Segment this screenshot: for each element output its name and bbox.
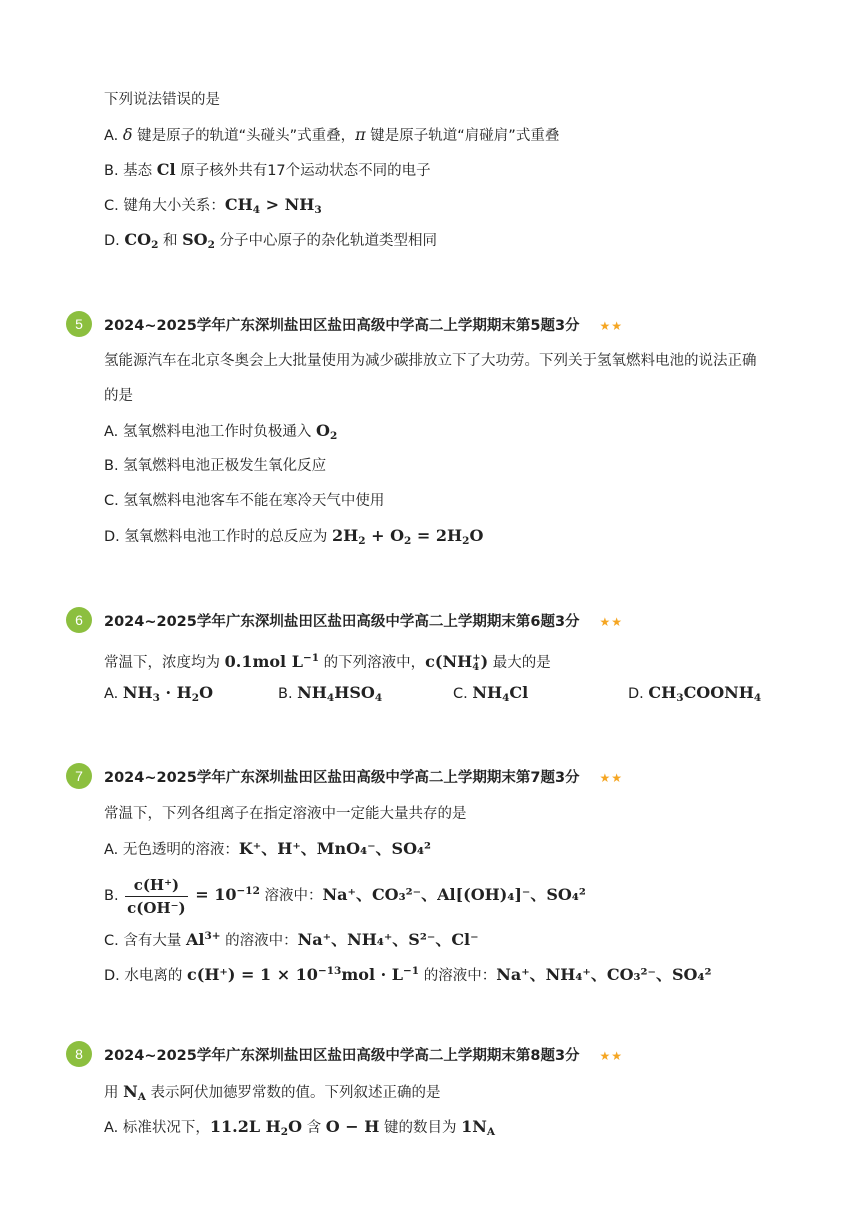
q5-option-d[interactable]: D. 氢氧燃料电池工作时的总反应为 $2H_2 + O_2 = 2H_2O$ bbox=[104, 526, 484, 547]
q4-option-c[interactable]: C. 键角大小关系：$CH_4 > NH_3$ bbox=[104, 195, 322, 216]
q7-header bbox=[104, 768, 623, 788]
option-label: B. bbox=[104, 163, 119, 179]
difficulty-stars: ★★ bbox=[599, 1049, 624, 1063]
q5-stem-line1: 氢能源汽车在北京冬奥会上大批量使用为减少碳排放立下了大功劳。下列关于氢氧燃料电池的说法正确 bbox=[104, 353, 757, 369]
q5-option-b[interactable]: B. 氢氧燃料电池正极发生氧化反应 bbox=[104, 458, 327, 474]
option-label: D. bbox=[104, 233, 120, 249]
option-label: B. bbox=[104, 458, 119, 474]
q6-option-c[interactable]: C. $NH_4Cl$ bbox=[453, 683, 529, 704]
ion-list: Na⁺、NH₄⁺、CO₃²⁻、SO₄² bbox=[496, 965, 712, 984]
q4-stem: 下列说法错误的是 bbox=[104, 92, 220, 108]
option-label: A. bbox=[104, 128, 119, 144]
q5-option-c[interactable]: C. 氢氧燃料电池客车不能在寒冷天气中使用 bbox=[104, 493, 385, 509]
option-label: C. bbox=[104, 933, 119, 949]
q5-stem-line2: 的是 bbox=[104, 388, 133, 404]
avogadro-symbol: $N_A$ bbox=[123, 1082, 146, 1103]
question-source: 2024~2025学年广东深圳盐田区盐田高级中学高二上学期期末第8题3分 bbox=[104, 1048, 580, 1064]
delta-symbol: δ bbox=[122, 125, 133, 144]
option-label: B. bbox=[278, 686, 293, 702]
formula-al3: $Al^{3+}$ bbox=[185, 930, 221, 949]
difficulty-stars: ★★ bbox=[599, 771, 624, 785]
q5-option-a[interactable]: A. 氢氧燃料电池工作时负极通入 $O_2$ bbox=[104, 421, 338, 442]
formula-cl: Cl bbox=[156, 160, 176, 179]
option-label: A. bbox=[104, 424, 119, 440]
question-number-badge: 8 bbox=[66, 1041, 92, 1067]
option-label: A. bbox=[104, 686, 119, 702]
ion-list: Na⁺、NH₄⁺、S²⁻、Cl⁻ bbox=[297, 930, 479, 949]
q6-option-b[interactable]: B. $NH_4HSO_4$ bbox=[278, 683, 383, 704]
option-label: C. bbox=[104, 198, 119, 214]
reaction-equation: $2H_2 + O_2 = 2H_2O$ bbox=[332, 526, 484, 547]
q6-header bbox=[104, 612, 623, 632]
q6-option-d[interactable]: D. $CH_3COONH_4$ bbox=[628, 683, 762, 704]
concentration: $c(H^+) = 1 \times 10^{-13}mol \cdot L^{-1}$ bbox=[187, 965, 420, 984]
formula-o2: $O_2$ bbox=[316, 421, 338, 442]
option-label: A. bbox=[104, 1120, 119, 1136]
q4-option-d[interactable]: D. $CO_2$ 和 $SO_2$ 分子中心原子的杂化轨道类型相同 bbox=[104, 230, 438, 251]
q8-header bbox=[104, 1046, 623, 1066]
q6-stem: 常温下，浓度均为 0.1mol $L^{-1}$ 的下列溶液中，c(NH + 4 ) 最大的是 bbox=[104, 652, 551, 673]
q8-stem: 用 $N_A$ 表示阿伏加德罗常数的值。下列叙述正确的是 bbox=[104, 1082, 441, 1103]
fraction: $\frac{c(H^+)}{c(OH^-)}$ bbox=[127, 875, 186, 917]
question-source: 2024~2025学年广东深圳盐田区盐田高级中学高二上学期期末第7题3分 bbox=[104, 770, 580, 786]
option-label: C. bbox=[104, 493, 119, 509]
formula-ch4: $CH_4 > NH_3$ bbox=[224, 195, 322, 216]
ion-list: Na⁺、CO₃²⁻、Al[(OH)₄]⁻、SO₄² bbox=[322, 885, 586, 904]
option-label: B. bbox=[104, 888, 119, 904]
option-label: D. bbox=[628, 686, 644, 702]
q5-header bbox=[104, 316, 623, 336]
q4-option-b[interactable]: B. 基态 Cl 原子核外共有17个运动状态不同的电子 bbox=[104, 160, 431, 179]
option-label: D. bbox=[104, 529, 120, 545]
option-label: C. bbox=[453, 686, 468, 702]
q7-option-c[interactable]: C. 含有大量 $Al^{3+}$ 的溶液中：Na⁺、NH₄⁺、S²⁻、Cl⁻ bbox=[104, 930, 479, 949]
question-source: 2024~2025学年广东深圳盐田区盐田高级中学高二上学期期末第6题3分 bbox=[104, 614, 580, 630]
q7-option-b[interactable]: B. $\frac{c(H^+)}{c(OH^-)}$ = $10^{-12}$ 溶液中：Na⁺、CO₃²⁻、Al[(OH)₄]⁻、SO₄² bbox=[104, 875, 586, 917]
question-source: 2024~2025学年广东深圳盐田区盐田高级中学高二上学期期末第5题3分 bbox=[104, 318, 580, 334]
option-label: D. bbox=[104, 968, 120, 984]
difficulty-stars: ★★ bbox=[599, 615, 624, 629]
question-number-badge: 7 bbox=[66, 763, 92, 789]
question-number-badge: 5 bbox=[66, 311, 92, 337]
question-number-badge: 6 bbox=[66, 607, 92, 633]
q7-option-d[interactable]: D. 水电离的 $c(H^+) = 1 \times 10^{-13}mol \cdot L^{-1}$ 的溶液中：Na⁺、NH₄⁺、CO₃²⁻、SO₄² bbox=[104, 965, 712, 984]
formula-so2: $SO_2$ bbox=[182, 230, 215, 251]
difficulty-stars: ★★ bbox=[599, 319, 624, 333]
formula-c-nh4: c(NH + 4 ) bbox=[425, 652, 489, 673]
ion-list: K⁺、H⁺、MnO₄⁻、SO₄² bbox=[238, 839, 432, 858]
q7-option-a[interactable]: A. 无色透明的溶液：K⁺、H⁺、MnO₄⁻、SO₄² bbox=[104, 839, 432, 858]
formula-co2: $CO_2$ bbox=[124, 230, 159, 251]
q4-option-a[interactable]: A. δ 键是原子的轨道“头碰头”式重叠，π 键是原子轨道“肩碰肩”式重叠 bbox=[104, 125, 560, 144]
q6-option-a[interactable]: A. $NH_3 \cdot H_2O$ bbox=[104, 683, 214, 704]
option-label: A. bbox=[104, 842, 119, 858]
pi-symbol: π bbox=[355, 125, 366, 144]
q8-option-a[interactable]: A. 标准状况下，11.2L $H_2O$ 含 O − H 键的数目为 $1N_A$ bbox=[104, 1117, 496, 1138]
concentration: 0.1mol $L^{-1}$ bbox=[224, 652, 320, 671]
q7-stem: 常温下，下列各组离子在指定溶液中一定能大量共存的是 bbox=[104, 806, 467, 822]
